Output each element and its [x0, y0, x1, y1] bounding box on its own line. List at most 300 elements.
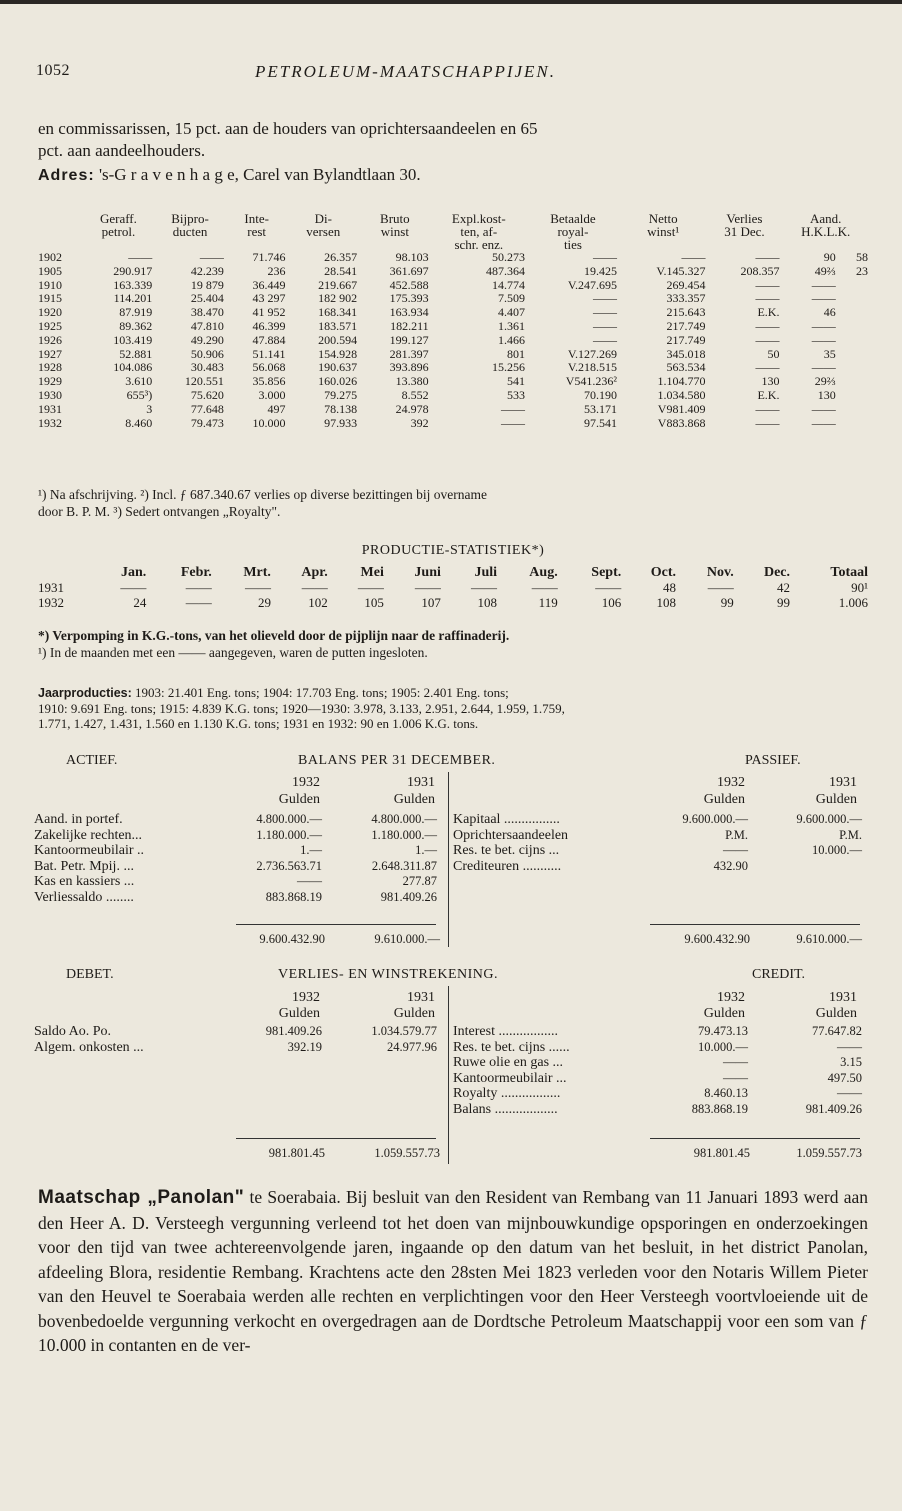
production-note-star: *) Verpomping in K.G.-tons, van het olieveld door de pijplijn naar de raffinaderij.	[38, 628, 510, 643]
wv-left-total-rule	[236, 1138, 436, 1139]
financial-cell: 168.341	[318, 305, 358, 320]
financial-cell: 4.407	[497, 305, 525, 320]
production-cell: 119	[538, 595, 558, 610]
production-cell: 108	[477, 595, 498, 610]
financial-cell: 13.380	[395, 374, 429, 389]
financial-header-cell: Geraff.	[99, 211, 137, 226]
address-line	[38, 164, 868, 187]
financial-cell: 50.906	[190, 346, 224, 361]
financial-header-cell: 31 Dec.	[724, 224, 765, 239]
jaarproducties-line-2: 1910: 9.691 Eng. tons; 1915: 4.839 K.G. tons; 1920—1930: 3.978, 3.133, 2.951, 2.644, 1.959, 1.759,	[38, 701, 565, 716]
financial-cell: 120.551	[184, 374, 224, 389]
financial-year: 1929	[38, 374, 62, 389]
address-value: 's-G r a v e n h a g e, Carel van Bylandtlaan 30.	[98, 165, 421, 184]
financial-header-cell: Betaalde	[550, 211, 596, 226]
financial-cell: 114.201	[113, 291, 153, 306]
balans-left-unit-a: Gulden	[278, 792, 320, 807]
financial-cell: E.K.	[757, 305, 780, 320]
financial-year: 1920	[38, 305, 62, 320]
right-ledger-value-1932: ——	[723, 1055, 748, 1069]
financial-cell: 563.534	[666, 360, 706, 375]
financial-cell: 452.588	[389, 277, 429, 292]
left-ledger-label: Saldo Ao. Po.	[34, 1024, 112, 1039]
wv-center-title: VERLIES- EN WINSTREKENING.	[278, 967, 498, 982]
financial-row	[36, 279, 870, 293]
financial-cell: ——	[592, 332, 617, 347]
left-ledger-value-1932: ——	[297, 874, 322, 888]
financial-cell: 190.637	[318, 360, 358, 375]
financial-cell: ——	[128, 250, 153, 264]
right-ledger-value-1932: 10.000.—	[698, 1039, 748, 1054]
financial-cell: ——	[681, 250, 706, 264]
financial-cell: 90	[823, 250, 836, 264]
financial-header-cell: Bijpro-	[171, 211, 209, 226]
balans-right-total-rule	[650, 924, 860, 925]
right-ledger-value-1931: 10.000.—	[812, 843, 862, 857]
wv-total-right-1932: 981.801.45	[693, 1146, 750, 1160]
financial-header-cell: schr. enz.	[454, 237, 504, 252]
wv-left-unit-b: Gulden	[393, 1006, 435, 1021]
financial-cell: 281.397	[389, 346, 429, 361]
financial-cell: 345.018	[666, 346, 706, 361]
financial-year: 1932	[38, 415, 62, 430]
balans-right-year-a: 1932	[717, 775, 745, 790]
financial-cell: 10.000	[252, 415, 286, 430]
production-month-header: Apr.	[301, 565, 328, 580]
financial-cell: ——	[755, 415, 780, 430]
financial-cell: 19 879	[190, 277, 224, 292]
financial-cell: ——	[592, 291, 617, 306]
balans-divider	[448, 772, 449, 947]
financial-cell: 36.449	[252, 277, 286, 292]
financial-cell: ——	[811, 401, 836, 416]
right-ledger-value-1931: 981.409.26	[805, 1101, 862, 1116]
financial-cell: 183.571	[318, 318, 358, 333]
financial-cell: 487.364	[485, 263, 525, 278]
balans-left-year-a: 1932	[292, 775, 320, 790]
left-ledger-value-1931: 2.648.311.87	[371, 858, 437, 873]
financial-header-row	[36, 225, 870, 238]
financial-cell: 163.339	[113, 277, 153, 292]
financial-cell: V.218.515	[567, 360, 617, 375]
right-ledger-label: Oprichtersaandeelen	[453, 827, 569, 843]
financial-cell: 19.425	[583, 263, 617, 278]
production-cell: ——	[120, 580, 147, 595]
financial-cell: V.247.695	[567, 277, 617, 292]
financial-cell: 7.509	[497, 291, 525, 306]
financial-cell: E.K.	[757, 387, 780, 402]
financial-cell: 50.273	[491, 250, 525, 264]
financial-cell: 49.290	[190, 332, 224, 347]
financial-cell: 58	[856, 250, 868, 264]
financial-cell: 541	[506, 374, 525, 389]
production-cell: ——	[471, 580, 498, 595]
financial-cell: 35.856	[252, 374, 286, 389]
financial-header-cell: Netto	[648, 211, 678, 226]
financial-cell: 42.239	[190, 263, 224, 278]
financial-cell	[838, 403, 870, 417]
financial-cell: ——	[811, 277, 836, 292]
production-cell: ——	[185, 580, 212, 595]
financial-cell	[838, 320, 870, 334]
left-ledger-value-1932: 1.—	[300, 843, 322, 857]
financial-cell: ——	[500, 401, 525, 416]
financial-cell: 1.361	[497, 318, 525, 333]
financial-cell	[838, 306, 870, 320]
financial-cell: ——	[811, 318, 836, 333]
financial-cell: 199.127	[389, 332, 429, 347]
financial-cell: 98.103	[395, 250, 429, 264]
financial-cell: 47.810	[190, 318, 224, 333]
wv-left-year-b: 1931	[407, 990, 435, 1005]
left-ledger-value-1932: 981.409.26	[265, 1024, 322, 1038]
financial-header-cell: petrol.	[101, 224, 136, 239]
financial-cell: 52.881	[119, 346, 153, 361]
financial-header-cell: Di-	[314, 211, 332, 226]
wv-right-year-b: 1931	[829, 990, 857, 1005]
financial-header-cell: Verlies	[726, 211, 763, 226]
financial-header-cell: ten, af-	[460, 224, 498, 239]
financial-year: 1905	[38, 263, 62, 278]
financial-header-cell: ducten	[172, 224, 208, 239]
financial-cell: 49⅔	[814, 263, 836, 278]
financial-header-cell: rest	[247, 224, 267, 239]
financial-cell: ——	[592, 250, 617, 264]
financial-cell: 1.034.580	[657, 387, 706, 402]
financial-history-table	[36, 212, 870, 430]
production-month-header: Dec.	[763, 565, 790, 580]
financial-cell: 29⅔	[814, 374, 836, 389]
panolan-text: te Soerabaia. Bij besluit van den Resident van Rembang van 11 Januari 1893 werd aan den Heer A. D. Versteegh vergunning verleend tot het doen van mijnbouwkundige opsporingen en onderzoekingen voor den tijd van twee achtereenvolgende jaren, ingaande op den datum van het besluit, in het district Panolan, afdeeling Blora, residentie Rembang. Krachtens acte den 28sten Mei 1823 verleden voor den Notaris Willem Pieter van den Heuvel te Soerabaia werden alle rechten en verplichtingen voor den Heer Versteegh voortvloeiende uit de bovenbedoelde vergunning verkocht en overgedragen aan de Dordtsche Petroleum Maatschappij voor een som van ƒ 10.000 in contanten en de ver-	[38, 1187, 868, 1355]
financial-cell: 79.473	[190, 415, 224, 430]
production-cell: 106	[601, 595, 622, 610]
financial-cell: 1.466	[497, 332, 525, 347]
financial-cell: 269.454	[666, 277, 706, 292]
balans-left-total-rule	[236, 924, 436, 925]
production-year-header	[36, 565, 92, 580]
financial-cell: 43 297	[252, 291, 286, 306]
right-ledger-value-1932: 883.868.19	[691, 1101, 748, 1116]
balans-left-year-b: 1931	[407, 775, 435, 790]
financial-cell: ——	[592, 305, 617, 320]
financial-cell: 87.919	[119, 305, 153, 320]
financial-cell: 1.104.770	[657, 374, 706, 389]
financial-year: 1931	[38, 401, 62, 416]
financial-row	[36, 348, 870, 362]
financial-cell: 361.697	[389, 263, 429, 278]
financial-cell: 104.086	[113, 360, 153, 375]
right-ledger-value-1931: ——	[837, 1086, 862, 1100]
financial-cell: 30.483	[190, 360, 224, 375]
right-ledger-label: Royalty .................	[453, 1086, 561, 1101]
financial-cell: 24.978	[395, 401, 429, 416]
financial-header-cell	[36, 212, 83, 225]
intro-line-1: en commissarissen, 15 pct. aan de houders van oprichtersaandeelen en 65	[38, 119, 538, 138]
financial-row	[36, 417, 870, 431]
production-cell: 107	[421, 595, 441, 610]
production-row	[36, 595, 870, 610]
financial-cell: 56.068	[252, 360, 286, 375]
financial-header-cell: royal-	[557, 224, 589, 239]
financial-year: 1902	[38, 250, 62, 264]
financial-cell: 79.275	[324, 387, 358, 402]
left-ledger-label: Kantoormeubilair ..	[34, 843, 145, 858]
financial-row	[36, 334, 870, 348]
production-cell: ——	[707, 580, 734, 595]
financial-cell: 655³)	[126, 387, 153, 402]
left-ledger-label: Zakelijke rechten...	[34, 827, 143, 843]
financial-header-cell: Expl.kost-	[451, 211, 506, 226]
left-ledger-value-1931: 4.800.000.—	[371, 812, 437, 826]
right-ledger-value-1932: P.M.	[725, 827, 748, 842]
production-cell: 42	[777, 580, 790, 595]
left-ledger-label: Verliessaldo ........	[34, 889, 134, 905]
financial-cell: 15.256	[491, 360, 525, 375]
financial-cell: 38.470	[190, 305, 224, 320]
right-ledger-label: Res. te bet. cijns ......	[453, 1039, 570, 1055]
wv-left-unit-a: Gulden	[278, 1006, 320, 1021]
financial-cell: 219.667	[318, 277, 358, 292]
production-month-header: Nov.	[706, 565, 734, 580]
financial-cell: 47.884	[252, 332, 286, 347]
right-ledger-value-1932: 79.473.13	[698, 1024, 748, 1038]
financial-cell: 130	[761, 374, 780, 389]
financial-cell: 71.746	[252, 250, 286, 264]
financial-cell: 78.138	[324, 401, 358, 416]
financial-header-cell: ties	[563, 237, 582, 252]
financial-cell: 175.393	[389, 291, 429, 306]
financial-year: 1910	[38, 277, 62, 292]
panolan-section	[38, 1185, 868, 1358]
financial-cell: 3.610	[125, 374, 153, 389]
financial-cell: ——	[755, 332, 780, 347]
production-cell: ——	[301, 580, 328, 595]
financial-header-cell: Bruto	[380, 211, 410, 226]
wv-right-title: CREDIT.	[752, 967, 806, 982]
jaarproducties-line-3: 1.771, 1.427, 1.431, 1.560 en 1.130 K.G. tons; 1931 en 1932: 90 en 1.006 K.G. tons.	[38, 716, 479, 731]
running-title: PETROLEUM-MAATSCHAPPIJEN.	[255, 62, 557, 81]
financial-row	[36, 306, 870, 320]
left-ledger-value-1932: 1.180.000.—	[256, 827, 322, 842]
production-title: PRODUCTIE-STATISTIEK*)	[361, 543, 545, 558]
production-cell: 105	[364, 595, 384, 610]
financial-header-cell: Inte-	[244, 211, 269, 226]
financial-year: 1925	[38, 318, 62, 333]
left-ledger-value-1932: 2.736.563.71	[256, 858, 322, 873]
financial-cell: 215.643	[666, 305, 706, 320]
financial-cell: 208.357	[740, 263, 780, 278]
production-cell: 48	[663, 580, 677, 595]
financial-cell: 130	[817, 387, 836, 402]
financial-cell: 51.141	[252, 346, 286, 361]
financial-cell: ——	[755, 318, 780, 333]
financial-cell: 182 902	[318, 291, 358, 306]
financial-cell: ——	[811, 291, 836, 306]
left-ledger-value-1931: 1.—	[415, 843, 437, 857]
financial-cell: 290.917	[113, 263, 153, 278]
financial-cell	[838, 348, 870, 362]
financial-cell: 89.362	[119, 318, 153, 333]
financial-cell: 333.357	[666, 291, 706, 306]
wv-right-unit-a: Gulden	[703, 1006, 745, 1021]
balans-right-title: PASSIEF.	[745, 753, 801, 768]
financial-cell: 77.648	[190, 401, 224, 416]
jaarproducties-block	[38, 685, 868, 731]
financial-header-cell: H.K.L.K.	[801, 224, 851, 239]
financial-cell: V541.236²	[565, 374, 617, 389]
production-month-header: Sept.	[591, 565, 622, 580]
production-cell: 99	[720, 595, 734, 610]
production-month-header: Mrt.	[243, 565, 271, 580]
left-ledger-value-1931: 981.409.26	[380, 889, 437, 904]
production-year: 1931	[38, 580, 64, 595]
production-cell: ——	[595, 580, 622, 595]
right-ledger-value-1932: 432.90	[713, 858, 748, 873]
financial-cell: 75.620	[190, 387, 224, 402]
financial-cell: 8.460	[125, 415, 153, 430]
production-month-header: Mei	[360, 565, 384, 580]
left-ledger-value-1931: 277.87	[402, 874, 437, 888]
financial-cell: ——	[755, 291, 780, 306]
financial-row	[36, 403, 870, 417]
financial-cell: ——	[755, 250, 780, 264]
production-cell: 90¹	[851, 580, 868, 595]
financial-cell	[838, 361, 870, 375]
financial-cell: 35	[823, 346, 836, 361]
right-ledger-value-1931: 77.647.82	[812, 1024, 862, 1038]
financial-cell: 28.541	[324, 263, 358, 278]
financial-cell: 154.928	[318, 346, 358, 361]
financial-cell: 3	[146, 401, 153, 416]
production-cell: 108	[656, 595, 677, 610]
financial-cell: 236	[267, 263, 286, 278]
balans-total-left-1932: 9.600.432.90	[259, 932, 325, 946]
production-cell: 29	[257, 595, 271, 610]
production-month-header: Jan.	[121, 565, 147, 580]
financial-cell: 53.171	[583, 401, 617, 416]
financial-row	[36, 361, 870, 375]
production-cell: ——	[185, 595, 212, 610]
financial-cell: 103.419	[113, 332, 153, 347]
right-ledger-value-1931: 9.600.000.—	[796, 812, 862, 826]
production-month-header: Febr.	[180, 565, 212, 580]
right-ledger-label: Crediteuren ...........	[453, 858, 562, 874]
financial-cell: V.127.269	[567, 346, 617, 361]
financial-cell	[838, 375, 870, 389]
right-ledger-label: Kapitaal ................	[453, 812, 560, 827]
right-ledger-value-1932: ——	[723, 1070, 748, 1085]
financial-cell: 217.749	[666, 318, 706, 333]
financial-cell: 163.934	[389, 305, 429, 320]
financial-header-cell: versen	[306, 224, 341, 239]
financial-cell	[838, 292, 870, 306]
balans-left-unit-b: Gulden	[393, 792, 435, 807]
left-ledger-value-1931: 24.977.96	[387, 1039, 437, 1054]
wv-total-right-1931: 1.059.557.73	[796, 1146, 862, 1160]
financial-year: 1915	[38, 291, 62, 306]
financial-cell: 160.026	[318, 374, 358, 389]
production-cell: 102	[308, 595, 328, 610]
balans-right-unit-b: Gulden	[815, 792, 857, 807]
production-row	[36, 580, 870, 595]
financial-row	[36, 265, 870, 279]
wv-right-total-rule	[650, 1138, 860, 1139]
financial-cell: ——	[755, 401, 780, 416]
financial-cell: 25.404	[190, 291, 224, 306]
financial-cell: 50	[767, 346, 780, 361]
wv-total-left-1931: 1.059.557.73	[374, 1146, 440, 1160]
financial-cell: 533	[506, 387, 525, 402]
production-cell: 1.006	[838, 595, 868, 610]
financial-cell: 14.774	[491, 277, 525, 292]
wv-total-left-1932: 981.801.45	[268, 1146, 325, 1160]
financial-cell: V981.409	[657, 401, 706, 416]
balans-left-title: ACTIEF.	[66, 753, 118, 768]
production-month-header: Juli	[474, 565, 498, 580]
financial-cell: 41 952	[252, 305, 286, 320]
production-cell: 99	[777, 595, 790, 610]
right-ledger-value-1932: 8.460.13	[704, 1086, 748, 1100]
production-cell: ——	[357, 580, 384, 595]
financial-cell: 8.552	[401, 387, 429, 402]
financial-cell: 182.211	[390, 318, 429, 333]
financial-note-2: door B. P. M. ³) Sedert ontvangen „Royalty".	[38, 504, 281, 519]
balans-total-right-1931: 9.610.000.—	[796, 932, 862, 946]
financial-cell: 801	[506, 346, 525, 361]
financial-cell: ——	[592, 318, 617, 333]
financial-year: 1928	[38, 360, 62, 375]
production-year: 1932	[38, 595, 64, 610]
wv-divider	[448, 986, 449, 1164]
right-ledger-label: Ruwe olie en gas ...	[453, 1055, 564, 1070]
financial-cell: 3.000	[258, 387, 286, 402]
financial-cell: 97.541	[583, 415, 617, 430]
wv-left-year-a: 1932	[292, 990, 320, 1005]
right-ledger-value-1932: 9.600.000.—	[682, 812, 748, 826]
left-ledger-label: Algem. onkosten ...	[34, 1039, 144, 1055]
financial-header-cell: winst	[380, 224, 409, 239]
left-ledger-value-1931: 1.180.000.—	[371, 827, 437, 842]
balans-right-year-b: 1931	[829, 775, 857, 790]
left-ledger-label: Kas en kassiers ...	[34, 874, 135, 889]
financial-cell: 70.190	[583, 387, 617, 402]
right-ledger-value-1931: ——	[837, 1039, 862, 1054]
financial-cell: 97.933	[324, 415, 358, 430]
financial-cell: 200.594	[318, 332, 358, 347]
right-ledger-label: Balans ..................	[453, 1101, 558, 1117]
production-table	[36, 565, 870, 610]
left-ledger-label: Bat. Petr. Mpij. ...	[34, 858, 134, 874]
production-cell: ——	[244, 580, 271, 595]
financial-cell	[838, 334, 870, 348]
financial-cell	[838, 279, 870, 293]
right-ledger-value-1931: P.M.	[839, 827, 862, 842]
production-cell: 24	[133, 595, 147, 610]
page-top-edge	[0, 0, 902, 4]
financial-row	[36, 375, 870, 389]
wv-left-title: DEBET.	[66, 967, 114, 982]
financial-cell: 26.357	[324, 250, 358, 264]
right-ledger-value-1931: 3.15	[840, 1055, 862, 1069]
right-ledger-value-1931: 497.50	[827, 1070, 862, 1085]
right-ledger-label: Interest .................	[453, 1024, 558, 1039]
page-number: 1052	[36, 62, 70, 79]
financial-note-1: ¹) Na afschrijving. ²) Incl. ƒ 687.340.67 verlies op diverse bezittingen bij overname	[38, 487, 487, 502]
left-ledger-value-1932: 883.868.19	[265, 889, 322, 904]
financial-year: 1927	[38, 346, 62, 361]
financial-year: 1926	[38, 332, 62, 347]
financial-cell: 46.399	[252, 318, 286, 333]
